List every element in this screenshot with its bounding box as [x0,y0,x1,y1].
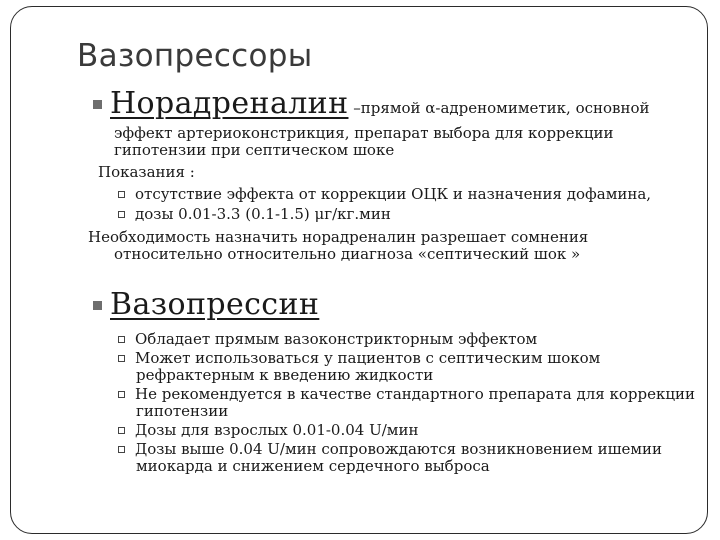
indications-label: Показания : [98,163,195,181]
description-continued [114,125,614,159]
hollow-square-bullet-icon [118,391,125,398]
description-line: эффект артериоконстрикция, препарат выбора для коррекции [114,124,614,142]
slide-title: Вазопрессоры [77,38,313,74]
section-heading: Вазопрессин [110,287,320,322]
note-line: Необходимость назначить норадреналин разрешает сомнения [88,228,589,246]
description-line: гипотензии при септическом шоке [114,141,395,159]
list-item: Дозы для взрослых 0.01-0.04 U/мин [118,422,695,439]
square-bullet-icon [93,100,102,109]
list-item: отсутствие эффекта от коррекции ОЦК и назначения дофамина, [118,186,651,203]
list-item: Обладает прямым вазоконстрикторным эффектом [118,331,695,348]
list-item: дозы 0.01-3.3 (0.1-1.5) μг/кг.мин [118,206,651,223]
hollow-square-bullet-icon [118,191,125,198]
list-item: Не рекомендуется в качестве стандартного препарата для коррекции гипотензии [118,386,695,420]
note-line: относительно относительно диагноза «септический шок » [114,245,581,263]
square-bullet-icon [93,301,102,310]
section-heading: Норадреналин [110,86,349,121]
hollow-square-bullet-icon [118,355,125,362]
indications-list [118,186,651,223]
list-item: Дозы выше 0.04 U/мин сопровождаются возникновением ишемии миокарда и снижением сердечного выброса [118,441,695,475]
section-vasopressin [93,287,319,322]
hollow-square-bullet-icon [118,446,125,453]
section-norepinephrine [93,86,650,121]
hollow-square-bullet-icon [118,336,125,343]
list-item: Может использоваться у пациентов с септическим шоком рефрактерным к введению жидкости [118,350,695,384]
hollow-square-bullet-icon [118,427,125,434]
vasopressin-list [118,331,695,475]
description-line: –прямой α-адреномиметик, основной [348,99,650,117]
note-block [88,229,588,263]
hollow-square-bullet-icon [118,211,125,218]
